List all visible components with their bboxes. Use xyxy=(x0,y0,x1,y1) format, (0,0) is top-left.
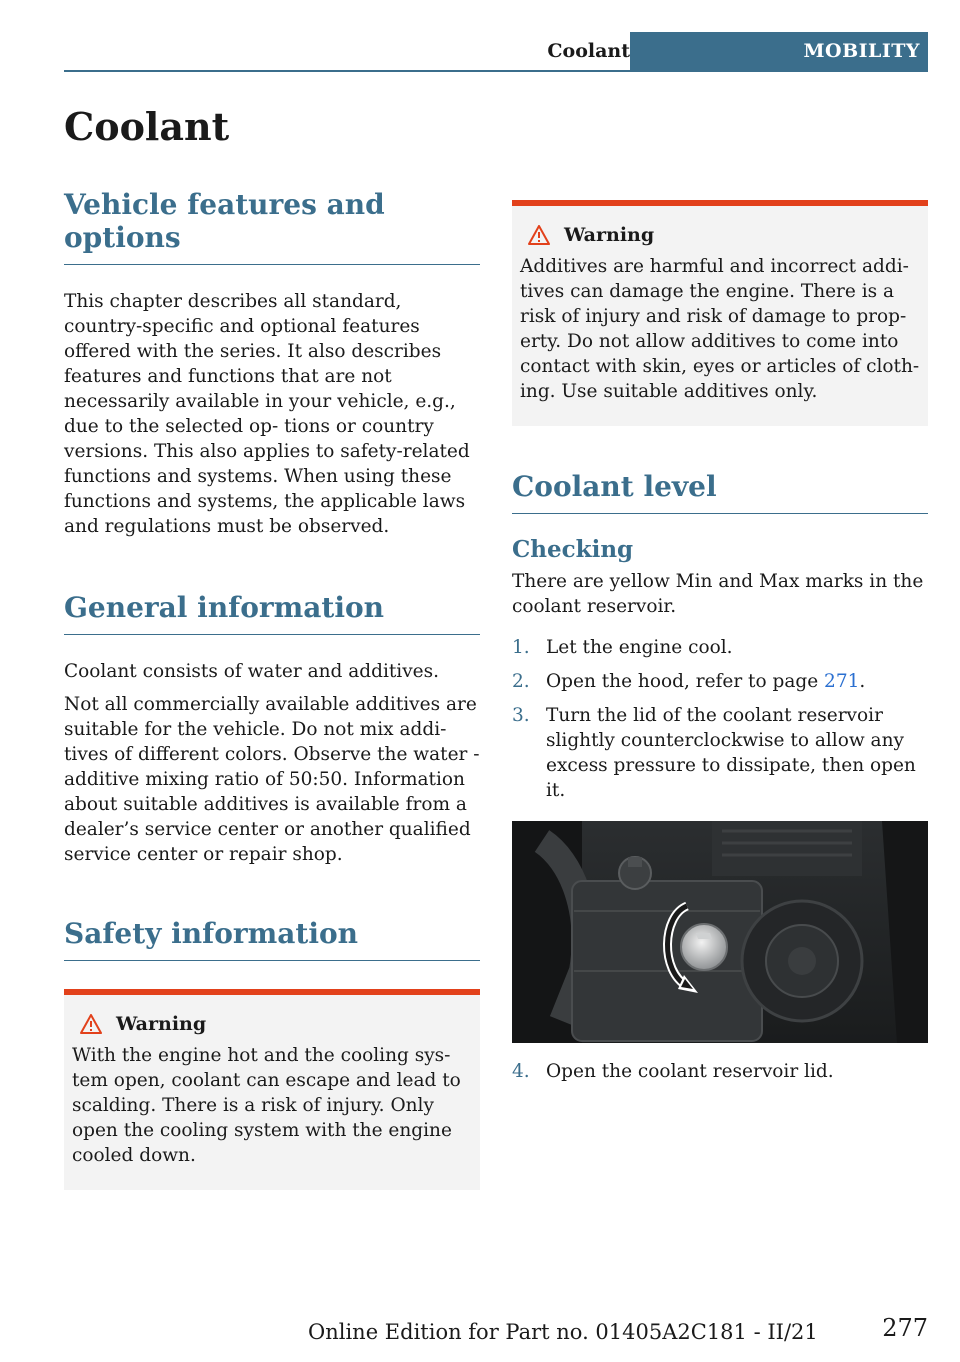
warning-label: Warning xyxy=(116,1013,207,1035)
left-column xyxy=(64,188,480,1190)
page-footer xyxy=(308,1316,928,1346)
warning-header xyxy=(72,1013,472,1035)
step-number: 3. xyxy=(512,705,530,726)
step-text: Open the coolant reservoir lid. xyxy=(546,1061,834,1082)
list-item xyxy=(512,635,928,660)
header-section-title: Coolant xyxy=(547,40,630,62)
warning-header xyxy=(520,224,920,246)
step-text-before-link: Open the hood, refer to page xyxy=(546,671,825,692)
additives-warning-box xyxy=(512,200,928,426)
vehicle-features-body: This chapter describes all standard, country-specific and optional features offered with the series. It also describes features and functions that are not necessarily available in your vehicle, e.g., due to the selected op- tions or country versions. This also applies to safety-related functions and systems. When using these functions and systems, the applicable laws and regulations must be observed. xyxy=(64,291,470,537)
list-item xyxy=(512,703,928,803)
warning-label: Warning xyxy=(564,224,655,246)
checking-steps-continued xyxy=(512,1059,928,1084)
step-number: 1. xyxy=(512,637,530,658)
scalding-warning-box xyxy=(64,989,480,1190)
checking-intro: There are yellow Min and Max marks in the coolant reservoir. xyxy=(512,571,924,617)
step-text xyxy=(546,669,865,694)
page-reference-link[interactable]: 271 xyxy=(824,671,860,692)
list-item xyxy=(512,1059,928,1084)
edition-note: Online Edition for Part no. 01405A2C181 - II/21 xyxy=(308,1320,818,1344)
safety-information-heading: Safety information xyxy=(64,917,480,961)
warning-triangle-icon xyxy=(80,1014,102,1034)
general-information-para-1: Coolant consists of water and additives. xyxy=(64,661,439,682)
step-text: Turn the lid of the coolant reservoir slightly counterclockwise to allow any excess pressure to dissipate, then open it. xyxy=(546,705,916,801)
running-header xyxy=(64,32,928,72)
step-number: 2. xyxy=(512,671,530,692)
engine-bay-photo xyxy=(512,821,928,1043)
warning-text: Additives are harmful and incorrect addi- tives can damage the engine. There is a risk of injury and risk of damage to prop- erty. Do not allow additives to come into contact with skin, eyes or articles of cloth- ing. Use suitable additives only. xyxy=(520,256,920,402)
page-number: 277 xyxy=(882,1314,928,1342)
step-text-after-link: . xyxy=(859,671,866,692)
vehicle-features-heading: Vehicle features and options xyxy=(64,188,480,265)
step-number: 4. xyxy=(512,1061,530,1082)
general-information-para-2: Not all commercially available additives are suitable for the vehicle. Do not mix addi- tives of different colors. Observe the water - additive mixing ratio of 50:50. Information about suitable additives is available from a dealer’s service center or another qualified service center or repair shop. xyxy=(64,694,480,865)
checking-steps xyxy=(512,635,928,803)
list-item xyxy=(512,669,928,694)
step-text: Let the engine cool. xyxy=(546,637,733,658)
general-information-heading: General information xyxy=(64,591,480,635)
warning-triangle-icon xyxy=(528,225,550,245)
warning-text: With the engine hot and the cooling sys- tem open, coolant can escape and lead to scalding. There is a risk of injury. Only open the cooling system with the engine cooled down. xyxy=(72,1045,461,1166)
checking-heading: Checking xyxy=(512,536,634,563)
right-column xyxy=(512,200,928,1093)
coolant-level-heading: Coolant level xyxy=(512,470,928,514)
header-chapter-tab: MOBILITY xyxy=(630,32,928,70)
page-title: Coolant xyxy=(64,104,230,149)
